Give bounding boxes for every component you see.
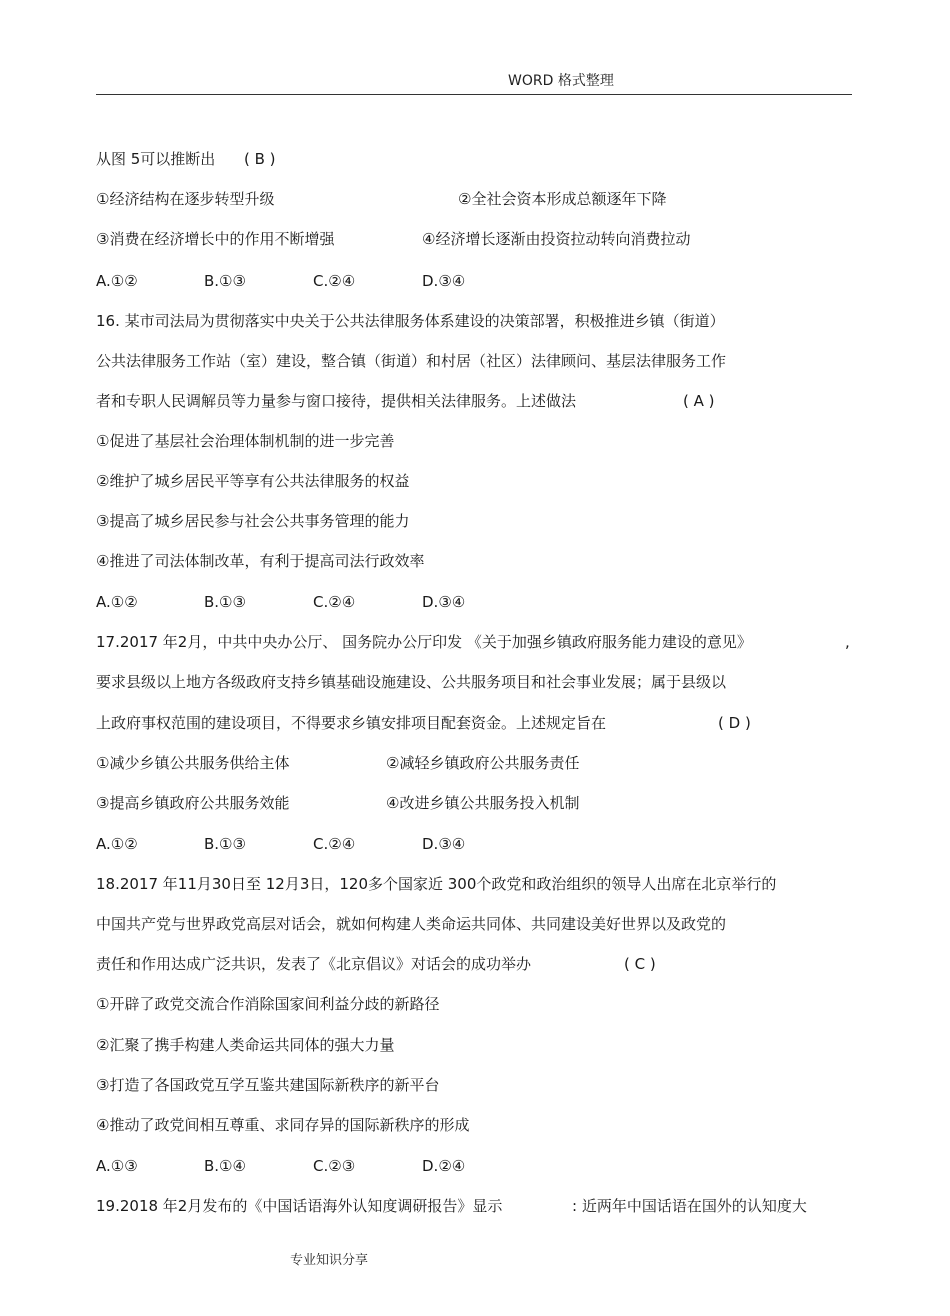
q17-item-3: ③提高乡镇政府公共服务效能 bbox=[96, 794, 290, 812]
q18-choice-d: D.②④ bbox=[422, 1157, 466, 1175]
q18-line-1: 18.2017 年11月30日至 12月3日，120多个国家近 300个政党和政治组织的领导人出席在北京举行的 bbox=[96, 875, 777, 893]
q19-line-1-part1: 19.2018 年2月发布的《中国话语海外认知度调研报告》显示 bbox=[96, 1197, 503, 1215]
q17-item-4: ④改进乡镇公共服务投入机制 bbox=[386, 794, 580, 812]
page-footer: 专业知识分享 bbox=[290, 1253, 369, 1268]
q16-line-3-text: 者和专职人民调解员等力量参与窗口接待，提供相关法律服务。上述做法 bbox=[96, 392, 577, 410]
q18-item-3: ③打造了各国政党互学互鉴共建国际新秩序的新平台 bbox=[96, 1076, 440, 1094]
q16-item-4: ④推进了司法体制改革，有利于提高司法行政效率 bbox=[96, 552, 425, 570]
q18-line-3 bbox=[96, 954, 656, 974]
q15-item-3: ③消费在经济增长中的作用不断增强 bbox=[96, 230, 335, 248]
q17-comma: , bbox=[845, 633, 850, 651]
q16-item-3: ③提高了城乡居民参与社会公共事务管理的能力 bbox=[96, 512, 410, 530]
q15-choice-b: B.①③ bbox=[204, 272, 246, 290]
q16-line-1: 16. 某市司法局为贯彻落实中央关于公共法律服务体系建设的决策部署，积极推进乡镇（街道） bbox=[96, 312, 725, 330]
q18-choice-b: B.①④ bbox=[204, 1157, 246, 1175]
q15-item-1: ①经济结构在逐步转型升级 bbox=[96, 190, 275, 208]
q15-stem-text: 从图 5可以推断出 bbox=[96, 150, 216, 168]
header-divider bbox=[96, 94, 852, 95]
q18-choice-a: A.①③ bbox=[96, 1157, 138, 1175]
q17-choice-a: A.①② bbox=[96, 835, 138, 853]
q17-choice-d: D.③④ bbox=[422, 835, 466, 853]
q16-answer: ( A ) bbox=[683, 392, 715, 410]
header-title: WORD 格式整理 bbox=[508, 73, 614, 89]
q18-item-1: ①开辟了政党交流合作消除国家间利益分歧的新路径 bbox=[96, 995, 440, 1013]
q15-item-2: ②全社会资本形成总额逐年下降 bbox=[458, 190, 667, 208]
q16-choice-c: C.②④ bbox=[313, 593, 356, 611]
q17-answer: ( D ) bbox=[718, 714, 751, 732]
q17-line-1: 17.2017 年2月，中共中央办公厅、 国务院办公厅印发 《关于加强乡镇政府服务能力建设的意见》 bbox=[96, 633, 752, 651]
q18-item-4: ④推动了政党间相互尊重、求同存异的国际新秩序的形成 bbox=[96, 1116, 470, 1134]
q18-item-2: ②汇聚了携手构建人类命运共同体的强大力量 bbox=[96, 1036, 395, 1054]
q16-item-1: ①促进了基层社会治理体制机制的进一步完善 bbox=[96, 432, 395, 450]
q19-line-1-part2: : 近两年中国话语在国外的认知度大 bbox=[572, 1197, 807, 1215]
q16-line-3 bbox=[96, 391, 715, 411]
q16-item-2: ②维护了城乡居民平等享有公共法律服务的权益 bbox=[96, 472, 410, 490]
q15-answer: ( B ) bbox=[244, 150, 276, 168]
q15-choice-a: A.①② bbox=[96, 272, 138, 290]
q16-choice-a: A.①② bbox=[96, 593, 138, 611]
q17-choice-c: C.②④ bbox=[313, 835, 356, 853]
q16-choice-d: D.③④ bbox=[422, 593, 466, 611]
q15-choice-c: C.②④ bbox=[313, 272, 356, 290]
q18-line-3-text: 责任和作用达成广泛共识，发表了《北京倡议》对话会的成功举办 bbox=[96, 955, 532, 973]
q15-stem bbox=[96, 149, 276, 169]
q18-line-2: 中国共产党与世界政党高层对话会，就如何构建人类命运共同体、共同建设美好世界以及政党的 bbox=[96, 915, 727, 933]
q15-item-4: ④经济增长逐渐由投资拉动转向消费拉动 bbox=[422, 230, 691, 248]
q17-line-3-text: 上政府事权范围的建设项目，不得要求乡镇安排项目配套资金。上述规定旨在 bbox=[96, 714, 607, 732]
q17-choice-b: B.①③ bbox=[204, 835, 246, 853]
q18-answer: ( C ) bbox=[624, 955, 656, 973]
q17-line-2: 要求县级以上地方各级政府支持乡镇基础设施建设、公共服务项目和社会事业发展；属于县级以 bbox=[96, 673, 727, 691]
q16-line-2: 公共法律服务工作站（室）建设，整合镇（街道）和村居（社区）法律顾问、基层法律服务工作 bbox=[96, 352, 727, 370]
q17-item-1: ①减少乡镇公共服务供给主体 bbox=[96, 754, 290, 772]
q17-item-2: ②减轻乡镇政府公共服务责任 bbox=[386, 754, 580, 772]
q15-choice-d: D.③④ bbox=[422, 272, 466, 290]
q17-line-3 bbox=[96, 713, 751, 733]
q16-choice-b: B.①③ bbox=[204, 593, 246, 611]
q18-choice-c: C.②③ bbox=[313, 1157, 356, 1175]
